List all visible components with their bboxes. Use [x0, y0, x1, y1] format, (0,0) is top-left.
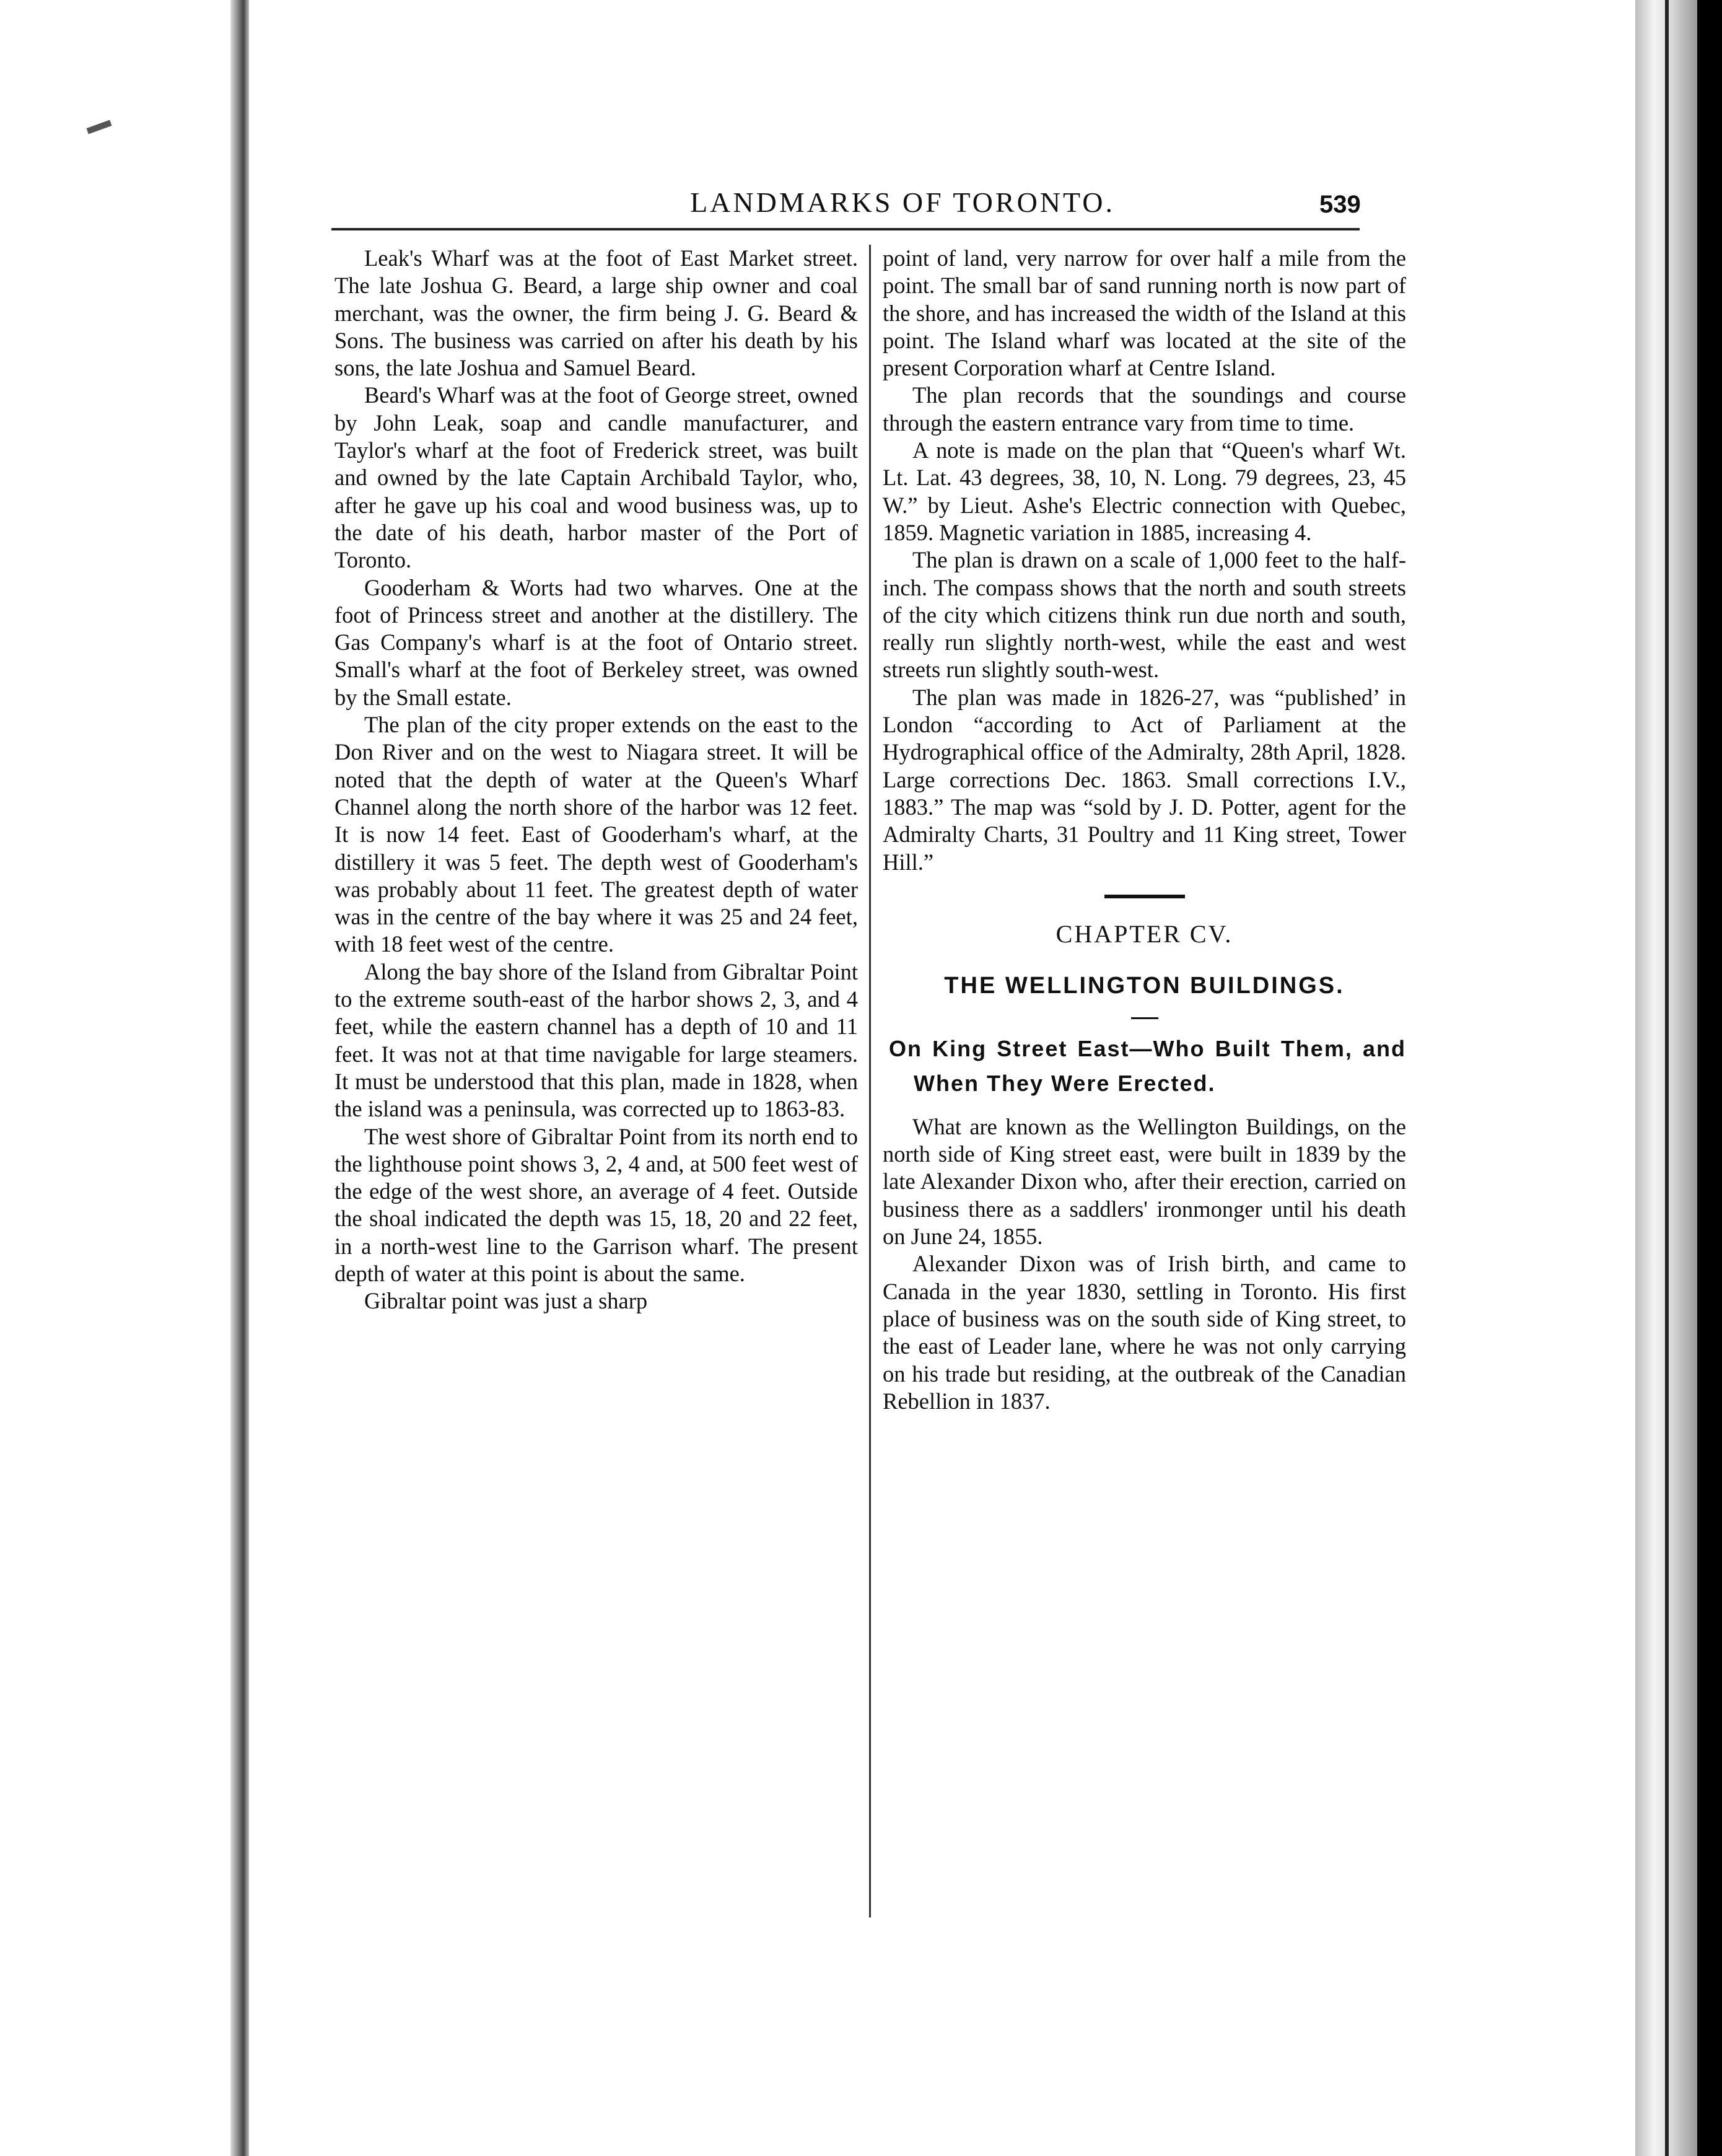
- page-number: 539: [1319, 191, 1361, 218]
- continued-paragraph: point of land, very narrow for over half a mile from the point. The small bar of sand running north is now part of the shore, and has increased the width of the Island at this point. The Island wharf was located at the site of the present Corporation wharf at Centre Island.: [883, 245, 1406, 381]
- paragraph: What are known as the Wellington Buildings, on the north side of King street east, were built in 1839 by the late Alexander Dixon who, after their erection, carried on business there as a saddlers' ironmonger until his death on June 24, 1855.: [883, 1113, 1406, 1250]
- section-divider: [1104, 895, 1185, 898]
- book-page: [273, 0, 1635, 2156]
- paragraph: Leak's Wharf was at the foot of East Market street. The late Joshua G. Beard, a large ship owner and coal merchant, was the owner, the firm being J. G. Beard & Sons. The business was carried on after his death by his sons, the late Joshua and Samuel Beard.: [334, 245, 858, 381]
- paragraph: Gooderham & Worts had two wharves. One at the foot of Princess street and another at the distillery. The Gas Company's wharf is at the foot of Ontario street. Small's wharf at the foot of Berkeley street, was owned by the Small estate.: [334, 574, 858, 710]
- paragraph: Beard's Wharf was at the foot of George street, owned by John Leak, soap and candle manufacturer, and Taylor's wharf at the foot of Frederick street, was built and owned by the late Captain Archibald Taylor, who, after he gave up his coal and wood business was, up to the date of his death, harbor master of the Port of Toronto.: [334, 382, 858, 573]
- scanner-left-margin: [0, 0, 273, 2156]
- paragraph: The west shore of Gibraltar Point from its north end to the lighthouse point shows 3, 2, 4 and, at 500 feet west of the edge of the west shore, an average of 4 feet. Outside the shoal indicated the depth was 15, 18, 20 and 22 feet, in a north-west line to the Garrison wharf. The present depth of water at this point is about the same.: [334, 1123, 858, 1286]
- paragraph: Alexander Dixon was of Irish birth, and came to Canada in the year 1830, settling in Toronto. His first place of business was on the south side of King street, to the east of Leader lane, where he was not only carrying on his trade but residing, at the outbreak of the Canadian Rebellion in 1837.: [883, 1251, 1406, 1414]
- page-edge-line: [1665, 0, 1669, 2156]
- paragraph: The plan was made in 1826-27, was “published’ in London “according to Act of Parliament at the Hydrographical office of the Admiralty, 28th April, 1828. Large corrections Dec. 1863. Small corrections I.V., 1883.” The map was “sold by J. D. Potter, agent for the Admiralty Charts, 31 Poultry and 11 King street, Tower Hill.”: [883, 684, 1406, 875]
- left-column: [334, 245, 858, 1315]
- book-gutter-shadow: [230, 0, 249, 2156]
- paragraph: Gibraltar point was just a sharp: [364, 1288, 648, 1314]
- chapter-number: CHAPTER CV.: [1055, 919, 1233, 948]
- paragraph: Along the bay shore of the Island from Gibraltar Point to the extreme south-east of the harbor shows 2, 3, and 4 feet, while the eastern channel has a depth of 10 and 11 feet. It was not at that time navigable for large steamers. It must be understood that this plan, made in 1828, when the island was a peninsula, was corrected up to 1863-83.: [334, 958, 858, 1122]
- chapter-title: THE WELLINGTON BUILDINGS.: [944, 972, 1345, 999]
- header-rule: [331, 228, 1360, 230]
- chapter-subheading: On King Street East—Who Built Them, and When They Were Erected.: [889, 1035, 1406, 1096]
- paragraph: The plan is drawn on a scale of 1,000 feet to the half-inch. The compass shows that the north and south streets of the city which citizens think run due north and south, really run slightly north-west, while the east and west streets run slightly south-west.: [883, 547, 1406, 683]
- scanner-right-edge: [1635, 0, 1697, 2156]
- paragraph: The plan of the city proper extends on the east to the Don River and on the west to Niagara street. It will be noted that the depth of water at the Queen's Wharf Channel along the north shore of the harbor was 12 feet. It is now 14 feet. East of Gooderham's wharf, at the distillery it was 5 feet. The depth west of Gooderham's was probably about 11 feet. The greatest depth of water was in the centre of the bay where it was 25 and 24 feet, with 18 feet west of the centre.: [334, 712, 858, 957]
- scan-speck: [86, 120, 111, 134]
- running-head: LANDMARKS OF TORONTO.: [690, 186, 1115, 218]
- paragraph: The plan records that the soundings and course through the eastern entrance vary from time to time.: [883, 382, 1406, 436]
- column-divider: [869, 245, 871, 1917]
- title-divider: [1131, 1017, 1158, 1019]
- paragraph: A note is made on the plan that “Queen's wharf Wt. Lt. Lat. 43 degrees, 38, 10, N. Long. 79 degrees, 23, 45 W.” by Lieut. Ashe's Electric connection with Quebec, 1859. Magnetic variation in 1885, increasing 4.: [883, 437, 1406, 545]
- right-column: [883, 245, 1406, 1415]
